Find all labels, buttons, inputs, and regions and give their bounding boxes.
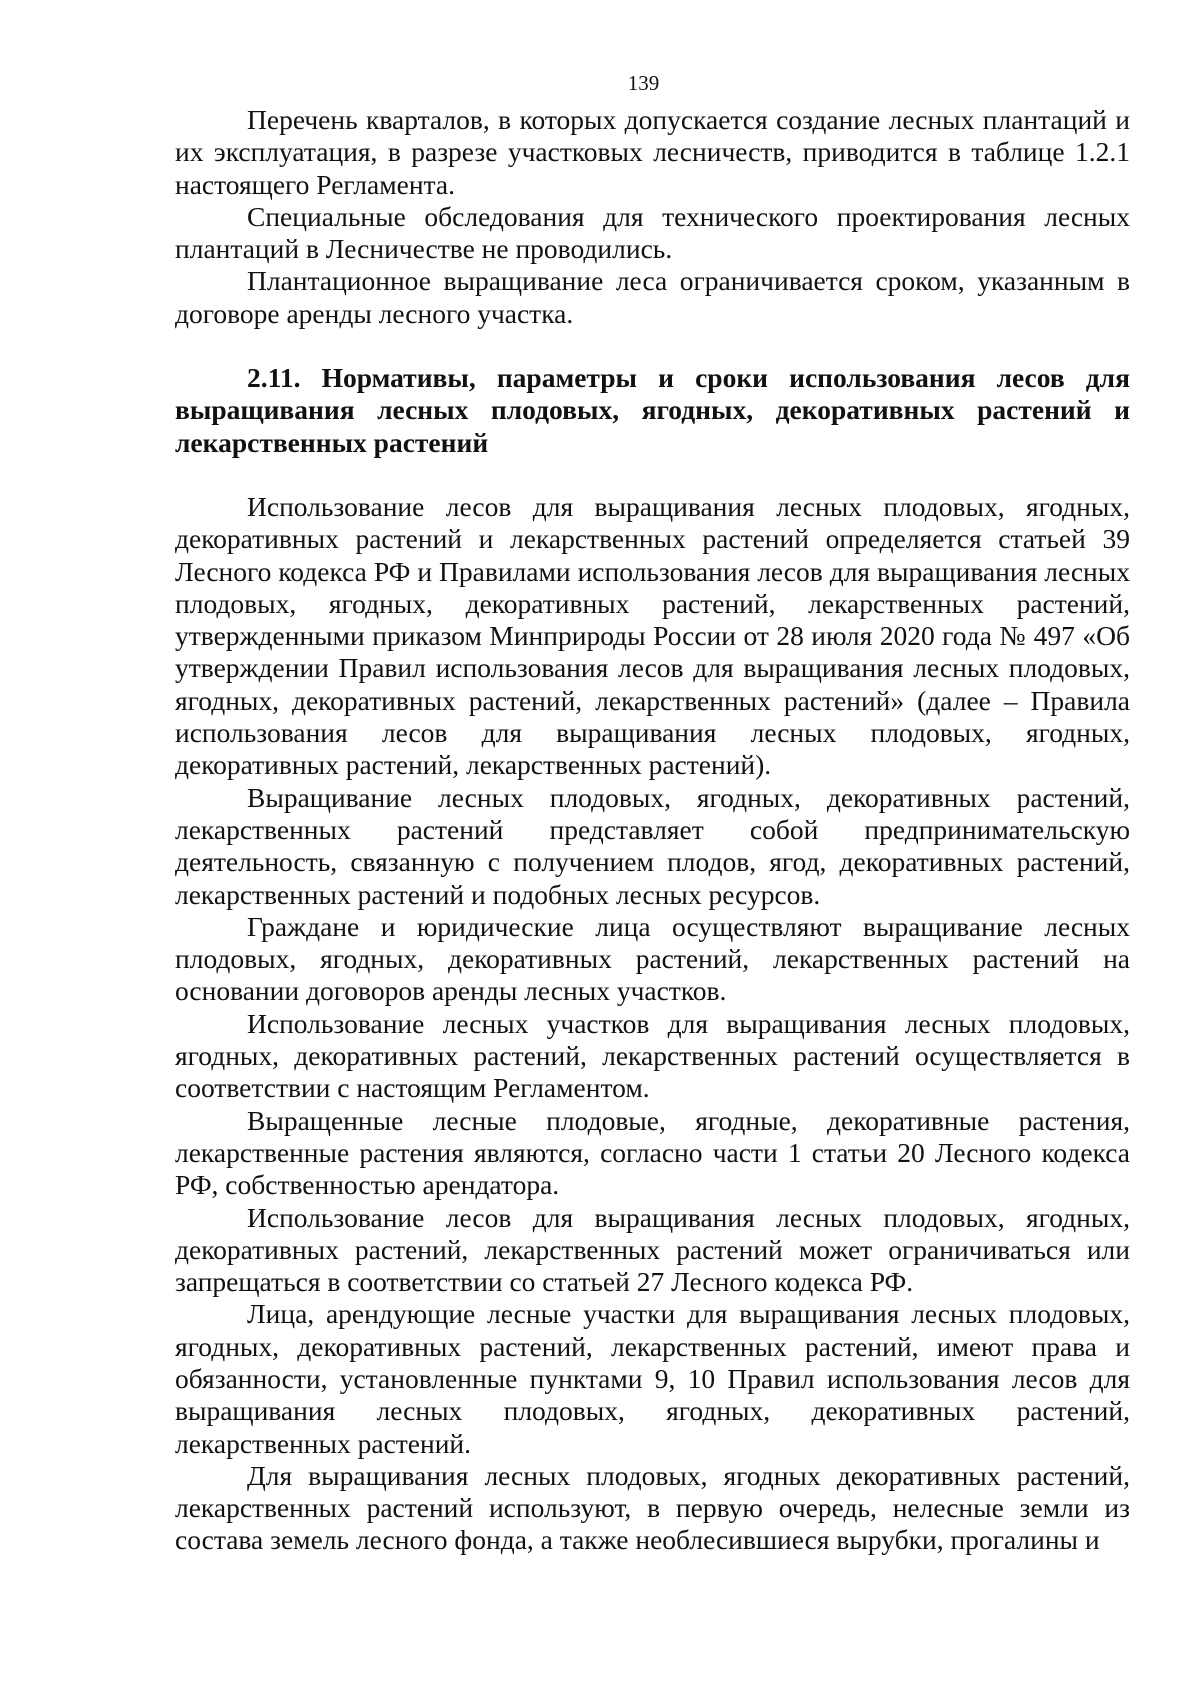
paragraph-plantation-quarters: Перечень кварталов, в которых допускается создание лесных плантаций и их эксплуатация, в разрезе участковых лесничеств, приводится в таблице 1.2.1 настоящего Регламента. [175, 104, 1130, 200]
paragraph-ownership: Выращенные лесные плодовые, ягодные, декоративные растения, лекарственные растения являются, согласно части 1 статьи 20 Лесного кодекса РФ, собственностью арендатора. [175, 1104, 1130, 1201]
page-number: 139 [627, 71, 660, 95]
spacer [175, 459, 1130, 491]
paragraph-business-activity: Выращивание лесных плодовых, ягодных, декоративных растений, лекарственных растений представляет собой предпринимательскую деятельность, связанную с получением плодов, ягод, декоративных растений, лекарственных растений и подобных лесных ресурсов. [175, 781, 1130, 910]
paragraph-plantation-term: Плантационное выращивание леса ограничивается сроком, указанным в договоре аренды лесного участка. [175, 265, 1130, 329]
spacer [175, 330, 1130, 362]
paragraph-land-use: Для выращивания лесных плодовых, ягодных декоративных растений, лекарственных растений используют, в первую очередь, нелесные земли из состава земель лесного фонда, а также необлесившиеся вырубки, прогалины и [175, 1459, 1130, 1556]
paragraph-regulation-compliance: Использование лесных участков для выращивания лесных плодовых, ягодных, декоративных растений, лекарственных растений осуществляется в соответствии с настоящим Регламентом. [175, 1007, 1130, 1104]
section-heading: 2.11. Нормативы, параметры и сроки использования лесов для выращивания лесных плодовых, ягодных, декоративных растений и лекарственных растений [175, 362, 1130, 458]
paragraph-special-surveys: Специальные обследования для технического проектирования лесных плантаций в Лесничестве не проводились. [175, 200, 1130, 265]
paragraph-legal-basis: Использование лесов для выращивания лесных плодовых, ягодных, декоративных растений и лекарственных растений определяется статьей 39 Лесного кодекса РФ и Правилами использования лесов для выращивания лесных плодовых, ягодных, декоративных растений, лекарственных растений, утвержденными приказом Минприроды России от 28 июля 2020 года № 497 «Об утверждении Правил использования лесов для выращивания лесных плодовых, ягодных, декоративных растений, лекарственных растений» (далее – Правила использования лесов для выращивания лесных плодовых, ягодных, декоративных растений, лекарственных растений). [175, 490, 1130, 781]
paragraph-tenant-rights: Лица, арендующие лесные участки для выращивания лесных плодовых, ягодных, декоративных растений, лекарственных растений, имеют права и обязанности, установленные пунктами 9, 10 Правил использования лесов для выращивания лесных плодовых, ягодных, декоративных растений, лекарственных растений. [175, 1298, 1130, 1459]
paragraph-restrictions: Использование лесов для выращивания лесных плодовых, ягодных, декоративных растений, лекарственных растений может ограничиваться или запрещаться в соответствии со статьей 27 Лесного кодекса РФ. [175, 1201, 1130, 1298]
document-page [175, 70, 1130, 1557]
paragraph-lease-basis: Граждане и юридические лица осуществляют выращивание лесных плодовых, ягодных, декоративных растений, лекарственных растений на основании договоров аренды лесных участков. [175, 910, 1130, 1007]
